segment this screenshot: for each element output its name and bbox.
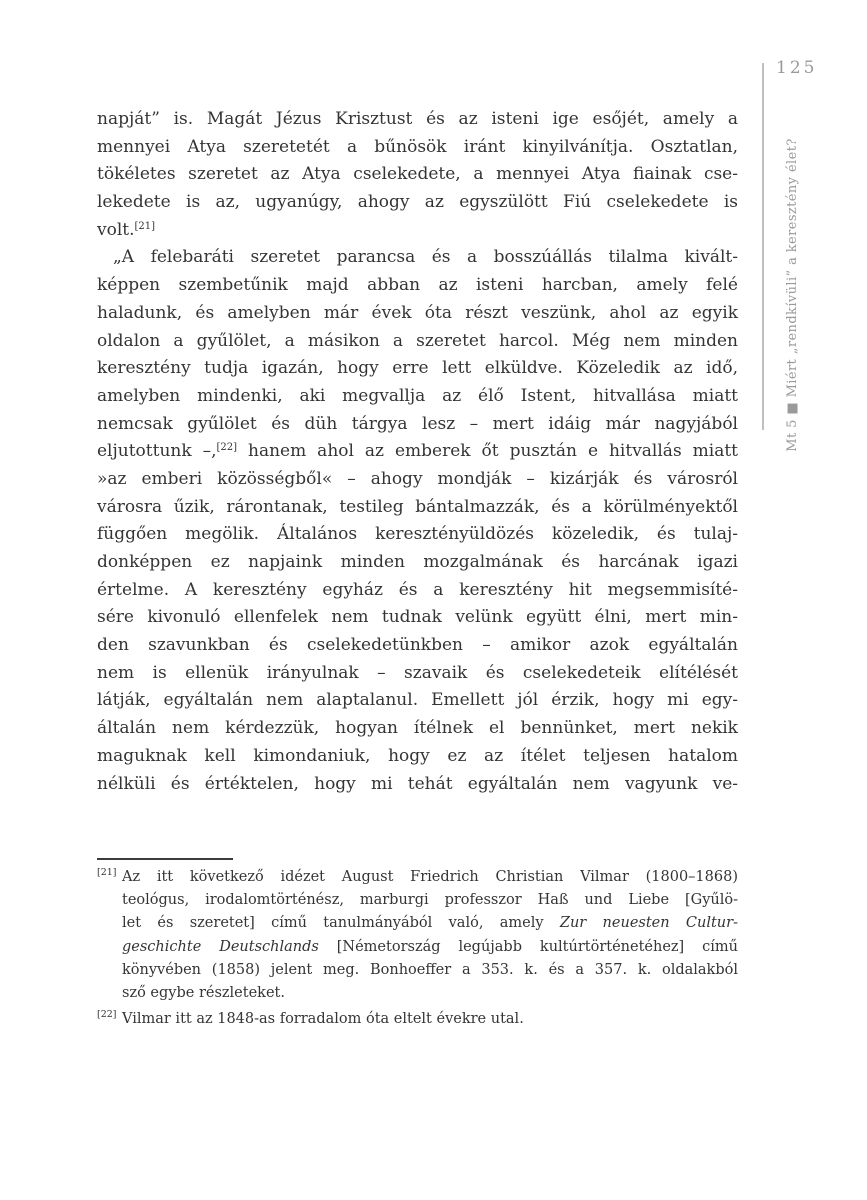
- text-line: nélküli és értéktelen, hogy mi tehát egyáltalán nem vagyunk ve-: [97, 773, 738, 794]
- text-line: nemcsak gyűlölet és düh tárgya lesz – mert idáig már nagyjából: [97, 413, 738, 434]
- text-line: nem is ellenük irányulnak – szavaik és cselekedeteik elítélését: [97, 662, 738, 683]
- footnotes: [97, 866, 738, 1031]
- text-line: városra űzik, rárontanak, testileg bántalmazzák, és a körülményektől: [97, 496, 738, 517]
- text-line: »az emberi közösségből« – ahogy mondják – kizárják és városról: [97, 468, 738, 489]
- text-line: den szavunkban és cselekedetünkben – amikor azok egyáltalán: [97, 635, 738, 656]
- text-line: napját” is. Magát Jézus Krisztust és az isteni ige esőjét, amely a: [97, 109, 738, 129]
- text-line: maguknak kell kimondaniuk, hogy ez az ítélet teljesen hatalom: [97, 745, 738, 766]
- footnote-marker: [21]: [97, 867, 117, 878]
- footnote-line: könyvében (1858) jelent meg. Bonhoeffer a 353. k. és a 357. k. oldalakból: [122, 961, 738, 978]
- footnote-line: let és szeretet] című tanulmányából való, amely Zur neuesten Cultur-: [122, 915, 738, 932]
- paragraph: [97, 244, 738, 798]
- text-line: képpen szembetűnik majd abban az isteni harcban, amely felé: [97, 275, 738, 296]
- footnote-line: geschichte Deutschlands [Németország legújabb kultúrtörténetéhez] című: [122, 938, 738, 955]
- text-line: oldalon a gyűlölet, a másikon a szeretet harcol. Még nem minden: [97, 330, 738, 351]
- footnote-line: Az itt következő idézet August Friedrich Christian Vilmar (1800–1868): [122, 869, 738, 885]
- footnote: [97, 866, 738, 1005]
- margin-rule: [762, 63, 764, 430]
- text-line: látják, egyáltalán nem alaptalanul. Emellett jól érzik, hogy mi egy-: [97, 690, 738, 711]
- footnote-line: teológus, irodalomtörténész, marburgi professzor Haß und Liebe [Gyűlö-: [122, 892, 738, 909]
- text-line: értelme. A keresztény egyház és a keresztény hit megsemmisíté-: [97, 579, 738, 600]
- text-line: „A felebaráti szeretet parancsa és a bosszúállás tilalma kivált-: [113, 247, 738, 268]
- text-line: függően megölik. Általános keresztényüldözés közeledik, és tulaj-: [97, 524, 738, 545]
- text-line: amelyben mindenki, aki megvallja az élő Istent, hitvallása miatt: [97, 385, 738, 406]
- text-line: lekedete is az, ugyanúgy, ahogy az egyszülött Fiú cselekedete is: [97, 192, 738, 213]
- text-line: sére kivonuló ellenfelek nem tudnak velünk együtt élni, mert min-: [97, 607, 738, 628]
- footnote-marker: [22]: [97, 1009, 117, 1021]
- footnote-line: Vilmar itt az 1848-as forradalom óta eltelt évekre utal.: [122, 1011, 524, 1028]
- paragraph: [97, 106, 738, 244]
- text-line: általán nem kérdezzük, hogyan ítélnek el bennünket, mert nekik: [97, 718, 738, 739]
- text-line: keresztény tudja igazán, hogy erre lett elküldve. Közeledik az idő,: [97, 358, 738, 379]
- footnote-ref: [22]: [216, 442, 238, 454]
- footnote: [97, 1008, 738, 1031]
- page-number: 125: [776, 58, 818, 78]
- body-text: [97, 106, 738, 798]
- footnote-separator: [97, 858, 233, 860]
- text-line: donképpen ez napjaink minden mozgalmának és harcának igazi: [97, 552, 738, 572]
- text-line: eljutottunk –,[22] hanem ahol az emberek őt pusztán e hitvallás miatt: [97, 441, 738, 462]
- footnote-ref: [21]: [134, 220, 156, 232]
- text-line: volt.[21]: [97, 219, 156, 240]
- text-line: mennyei Atya szeretetét a bűnösök iránt kinyilvánítja. Osztatlan,: [97, 136, 738, 157]
- margin-label: Mt 5 ■ Miért „rendkívüli” a keresztény élet?: [785, 138, 800, 452]
- footnote-line: sző egybe részleteket.: [122, 984, 285, 1001]
- text-line: tökéletes szeretet az Atya cselekedete, a mennyei Atya fiainak cse-: [97, 164, 738, 185]
- text-line: haladunk, és amelyben már évek óta részt veszünk, ahol az egyik: [97, 302, 738, 323]
